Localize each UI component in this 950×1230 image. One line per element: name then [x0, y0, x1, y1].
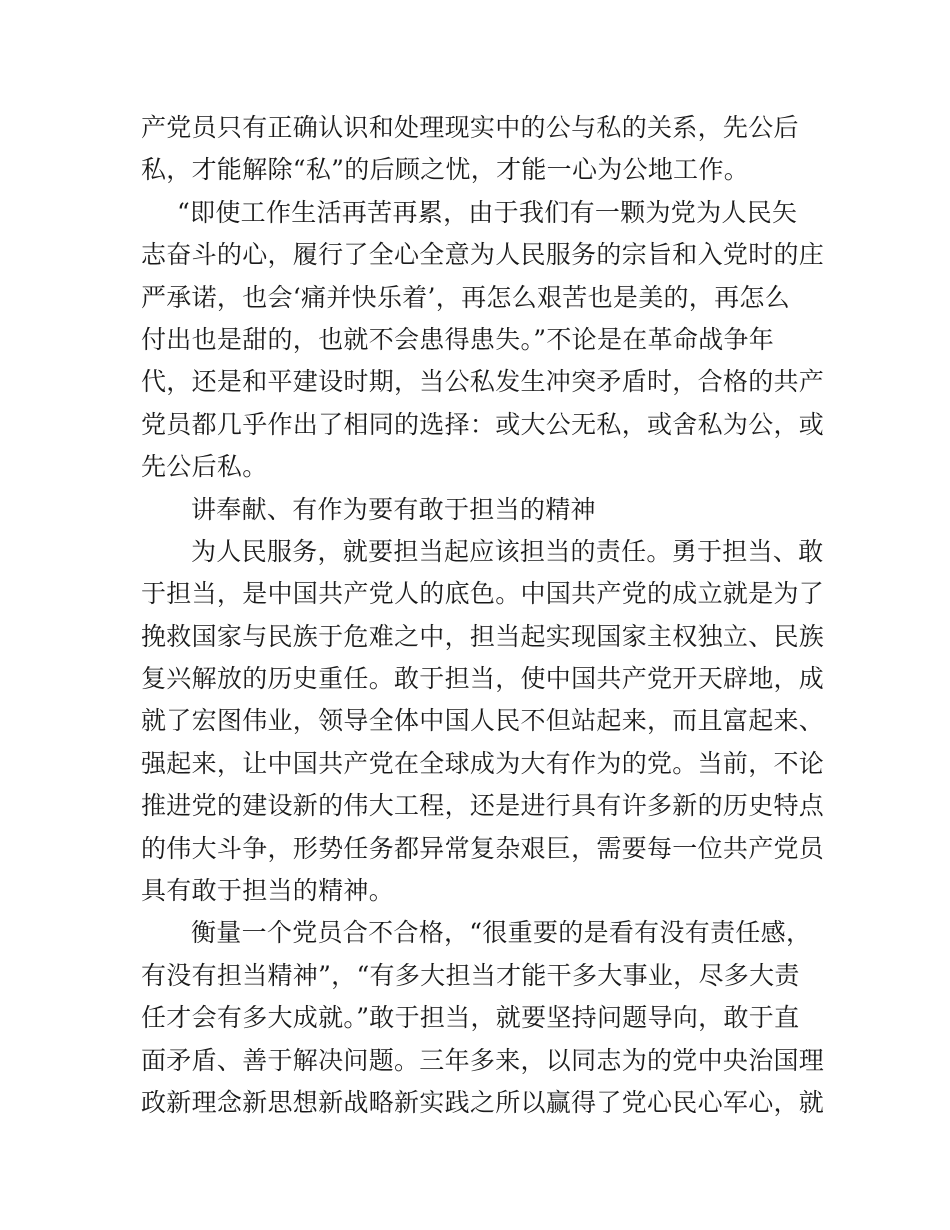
text-line: 推进党的建设新的伟大工程，还是进行具有许多新的历史特点 [141, 791, 825, 821]
section-heading: 讲奉献、有作为要有敢于担当的精神 [191, 494, 596, 524]
text-line: 任才会有多大成就。”敢于担当，就要坚持问题导向，敢于直 [141, 1003, 800, 1033]
text-line: 私，才能解除“私”的后顾之忧，才能一心为公地工作。 [141, 155, 750, 185]
text-line: 代，还是和平建设时期，当公私发生冲突矛盾时，合格的共产 [141, 367, 825, 397]
text-line: 于担当，是中国共产党人的底色。中国共产党的成立就是为了 [141, 579, 825, 609]
text-line: 为人民服务，就要担当起应该担当的责任。勇于担当、敢 [191, 536, 824, 566]
text-line: 复兴解放的历史重任。敢于担当，使中国共产党开天辟地，成 [141, 664, 825, 694]
document-body [141, 107, 825, 1124]
text-line: 志奋斗的心，履行了全心全意为人民服务的宗旨和入党时的庄 [141, 240, 825, 270]
text-line: 有没有担当精神”，“有多大担当才能干多大事业，尽多大责 [141, 960, 800, 990]
text-line: 具有敢于担当的精神。 [141, 876, 395, 906]
text-line: 强起来，让中国共产党在全球成为大有作为的党。当前，不论 [141, 748, 825, 778]
text-line: “即使工作生活再苦再累，由于我们有一颗为党为人民矢 [177, 197, 798, 227]
text-line: 产党员只有正确认识和处理现实中的公与私的关系，先公后 [141, 113, 799, 142]
text-line: 付出也是甜的，也就不会患得患失。”不论是在革命战争年 [141, 324, 775, 354]
text-line: 面矛盾、善于解决问题。三年多来，以同志为的党中央治国理 [141, 1045, 825, 1075]
text-line: 的伟大斗争，形势任务都异常复杂艰巨，需要每一位共产党员 [141, 833, 825, 863]
text-line: 党员都几乎作出了相同的选择：或大公无私，或舍私为公，或 [141, 409, 825, 439]
text-line: 挽救国家与民族于危难之中，担当起实现国家主权独立、民族 [141, 621, 825, 651]
text-line: 衡量一个党员合不合格，“很重要的是看有没有责任感， [191, 918, 812, 948]
text-line: 政新理念新思想新战略新实践之所以赢得了党心民心军心，就 [141, 1087, 825, 1117]
text-line: 先公后私。 [141, 452, 268, 482]
text-line: 严承诺，也会‘痛并快乐着’，再怎么艰苦也是美的，再怎么 [141, 282, 790, 312]
text-line: 就了宏图伟业，领导全体中国人民不但站起来，而且富起来、 [141, 706, 825, 736]
